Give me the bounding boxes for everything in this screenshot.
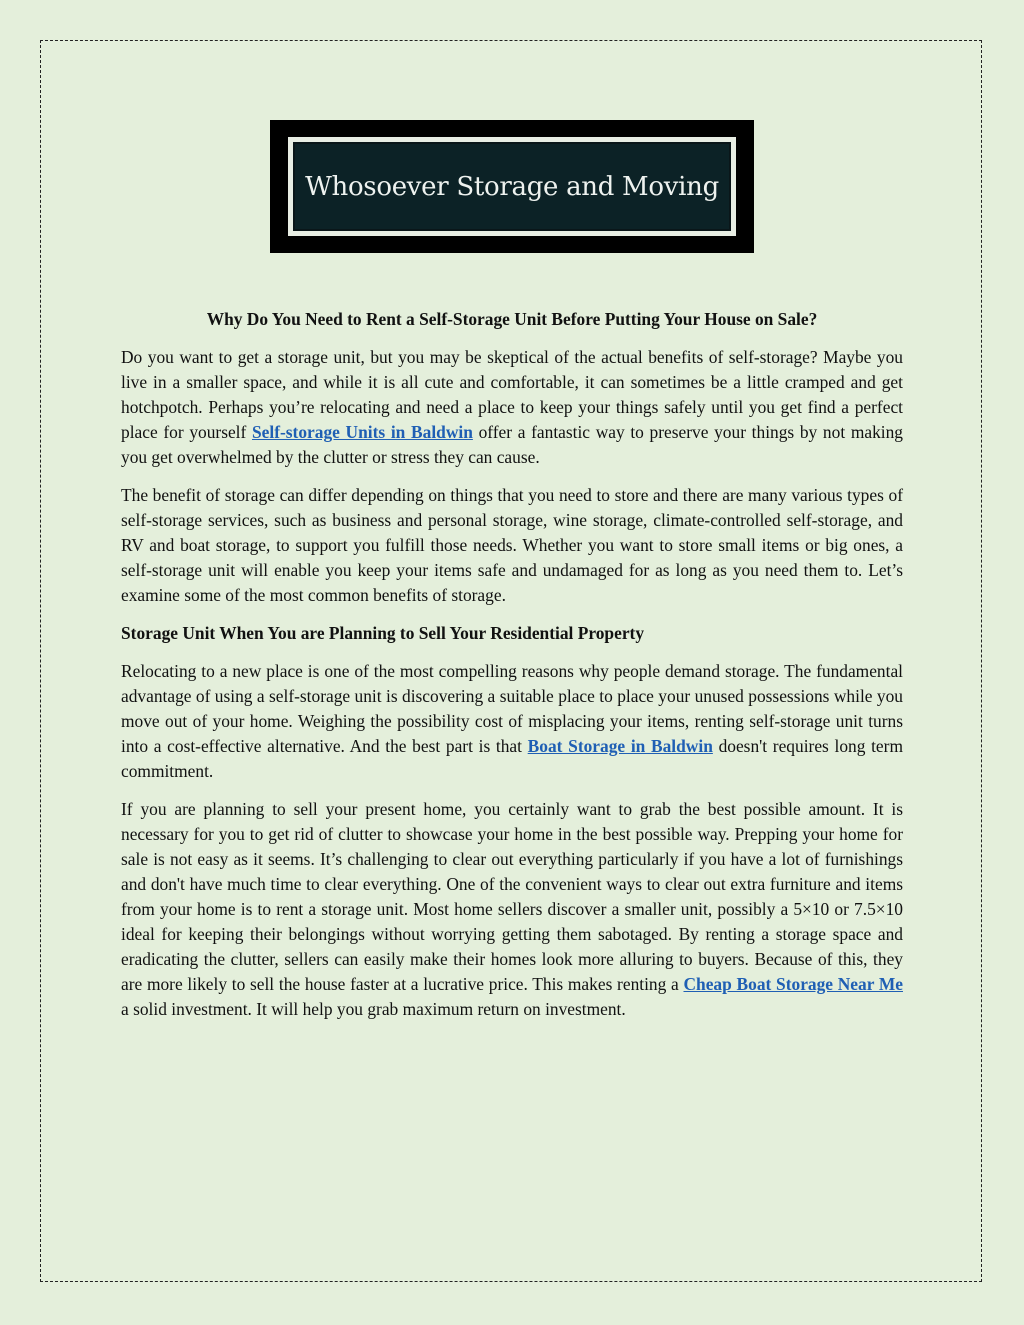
company-logo — [270, 120, 754, 253]
paragraph-relocating-text-b: doesn't requires long term commitment. — [121, 736, 903, 781]
paragraph-selling-text-a: If you are planning to sell your present home, you certainly want to grab the best possible amount. It is necessary for you to get rid of clutter to showcase your home in the best possible way. Prepping your home for sale is not easy as it seems. It’s challenging to clear out everything particularly if you have a lot of furnishings and don't have much time to clear everything. One of the convenient ways to clear out extra furniture and items from your home is to rent a storage unit. Most home sellers discover a smaller unit, possibly a 5×10 or 7.5×10 ideal for keeping their belongings without worrying getting them sabotaged. By renting a storage space and eradicating the clutter, sellers can easily make their homes look more alluring to buyers. Because of this, they are more likely to sell the house faster at a lucrative price. This makes renting a — [121, 799, 903, 994]
logo-text: Whosoever Storage and Moving — [305, 171, 719, 202]
link-cheap-boat-storage[interactable]: Cheap Boat Storage Near Me — [683, 974, 903, 994]
link-self-storage-units-baldwin[interactable]: Self-storage Units in Baldwin — [251, 422, 473, 442]
logo-frame — [288, 137, 736, 236]
paragraph-benefits: The benefit of storage can differ depending on things that you need to store and there are many various types of self-storage services, such as business and personal storage, wine storage, climate-controlled self-storage, and RV and boat storage, to support you fulfill those needs. Whether you want to store small items or big ones, a self-storage unit will enable you keep your items safe and undamaged for as long as you need them to. Let’s examine some of the most common benefits of storage. — [121, 485, 903, 605]
paragraph-intro-text-a: Do you want to get a storage unit, but you may be skeptical of the actual benefits of self-storage? Maybe you live in a smaller space, and while it is all cute and comfortable, it can sometimes be a little cramped and get hotchpotch. Perhaps you’re relocating and need a place to keep your things safely until you get find a perfect place for yourself — [121, 347, 903, 442]
paragraph-relocating — [121, 659, 903, 784]
paragraph-intro — [121, 345, 903, 470]
logo-panel — [293, 142, 731, 231]
article-title: Why Do You Need to Rent a Self-Storage Unit Before Putting Your House on Sale? — [206, 309, 818, 329]
section-heading: Storage Unit When You are Planning to Sell Your Residential Property — [121, 623, 645, 643]
paragraph-relocating-text-a: Relocating to a new place is one of the most compelling reasons why people demand storage. The fundamental advantage of using a self-storage unit is discovering a suitable place to place your unused possessions while you move out of your home. Weighing the possibility cost of misplacing your items, renting self-storage unit turns into a cost-effective alternative. And the best part is that — [121, 661, 903, 756]
article-body — [121, 307, 903, 1035]
paragraph-selling-text-b: a solid investment. It will help you grab maximum return on investment. — [121, 999, 626, 1019]
link-boat-storage-baldwin[interactable]: Boat Storage in Baldwin — [527, 736, 713, 756]
paragraph-intro-text-b: offer a fantastic way to preserve your things by not making you get overwhelmed by the clutter or stress they can cause. — [121, 422, 903, 467]
paragraph-selling — [121, 797, 903, 1022]
